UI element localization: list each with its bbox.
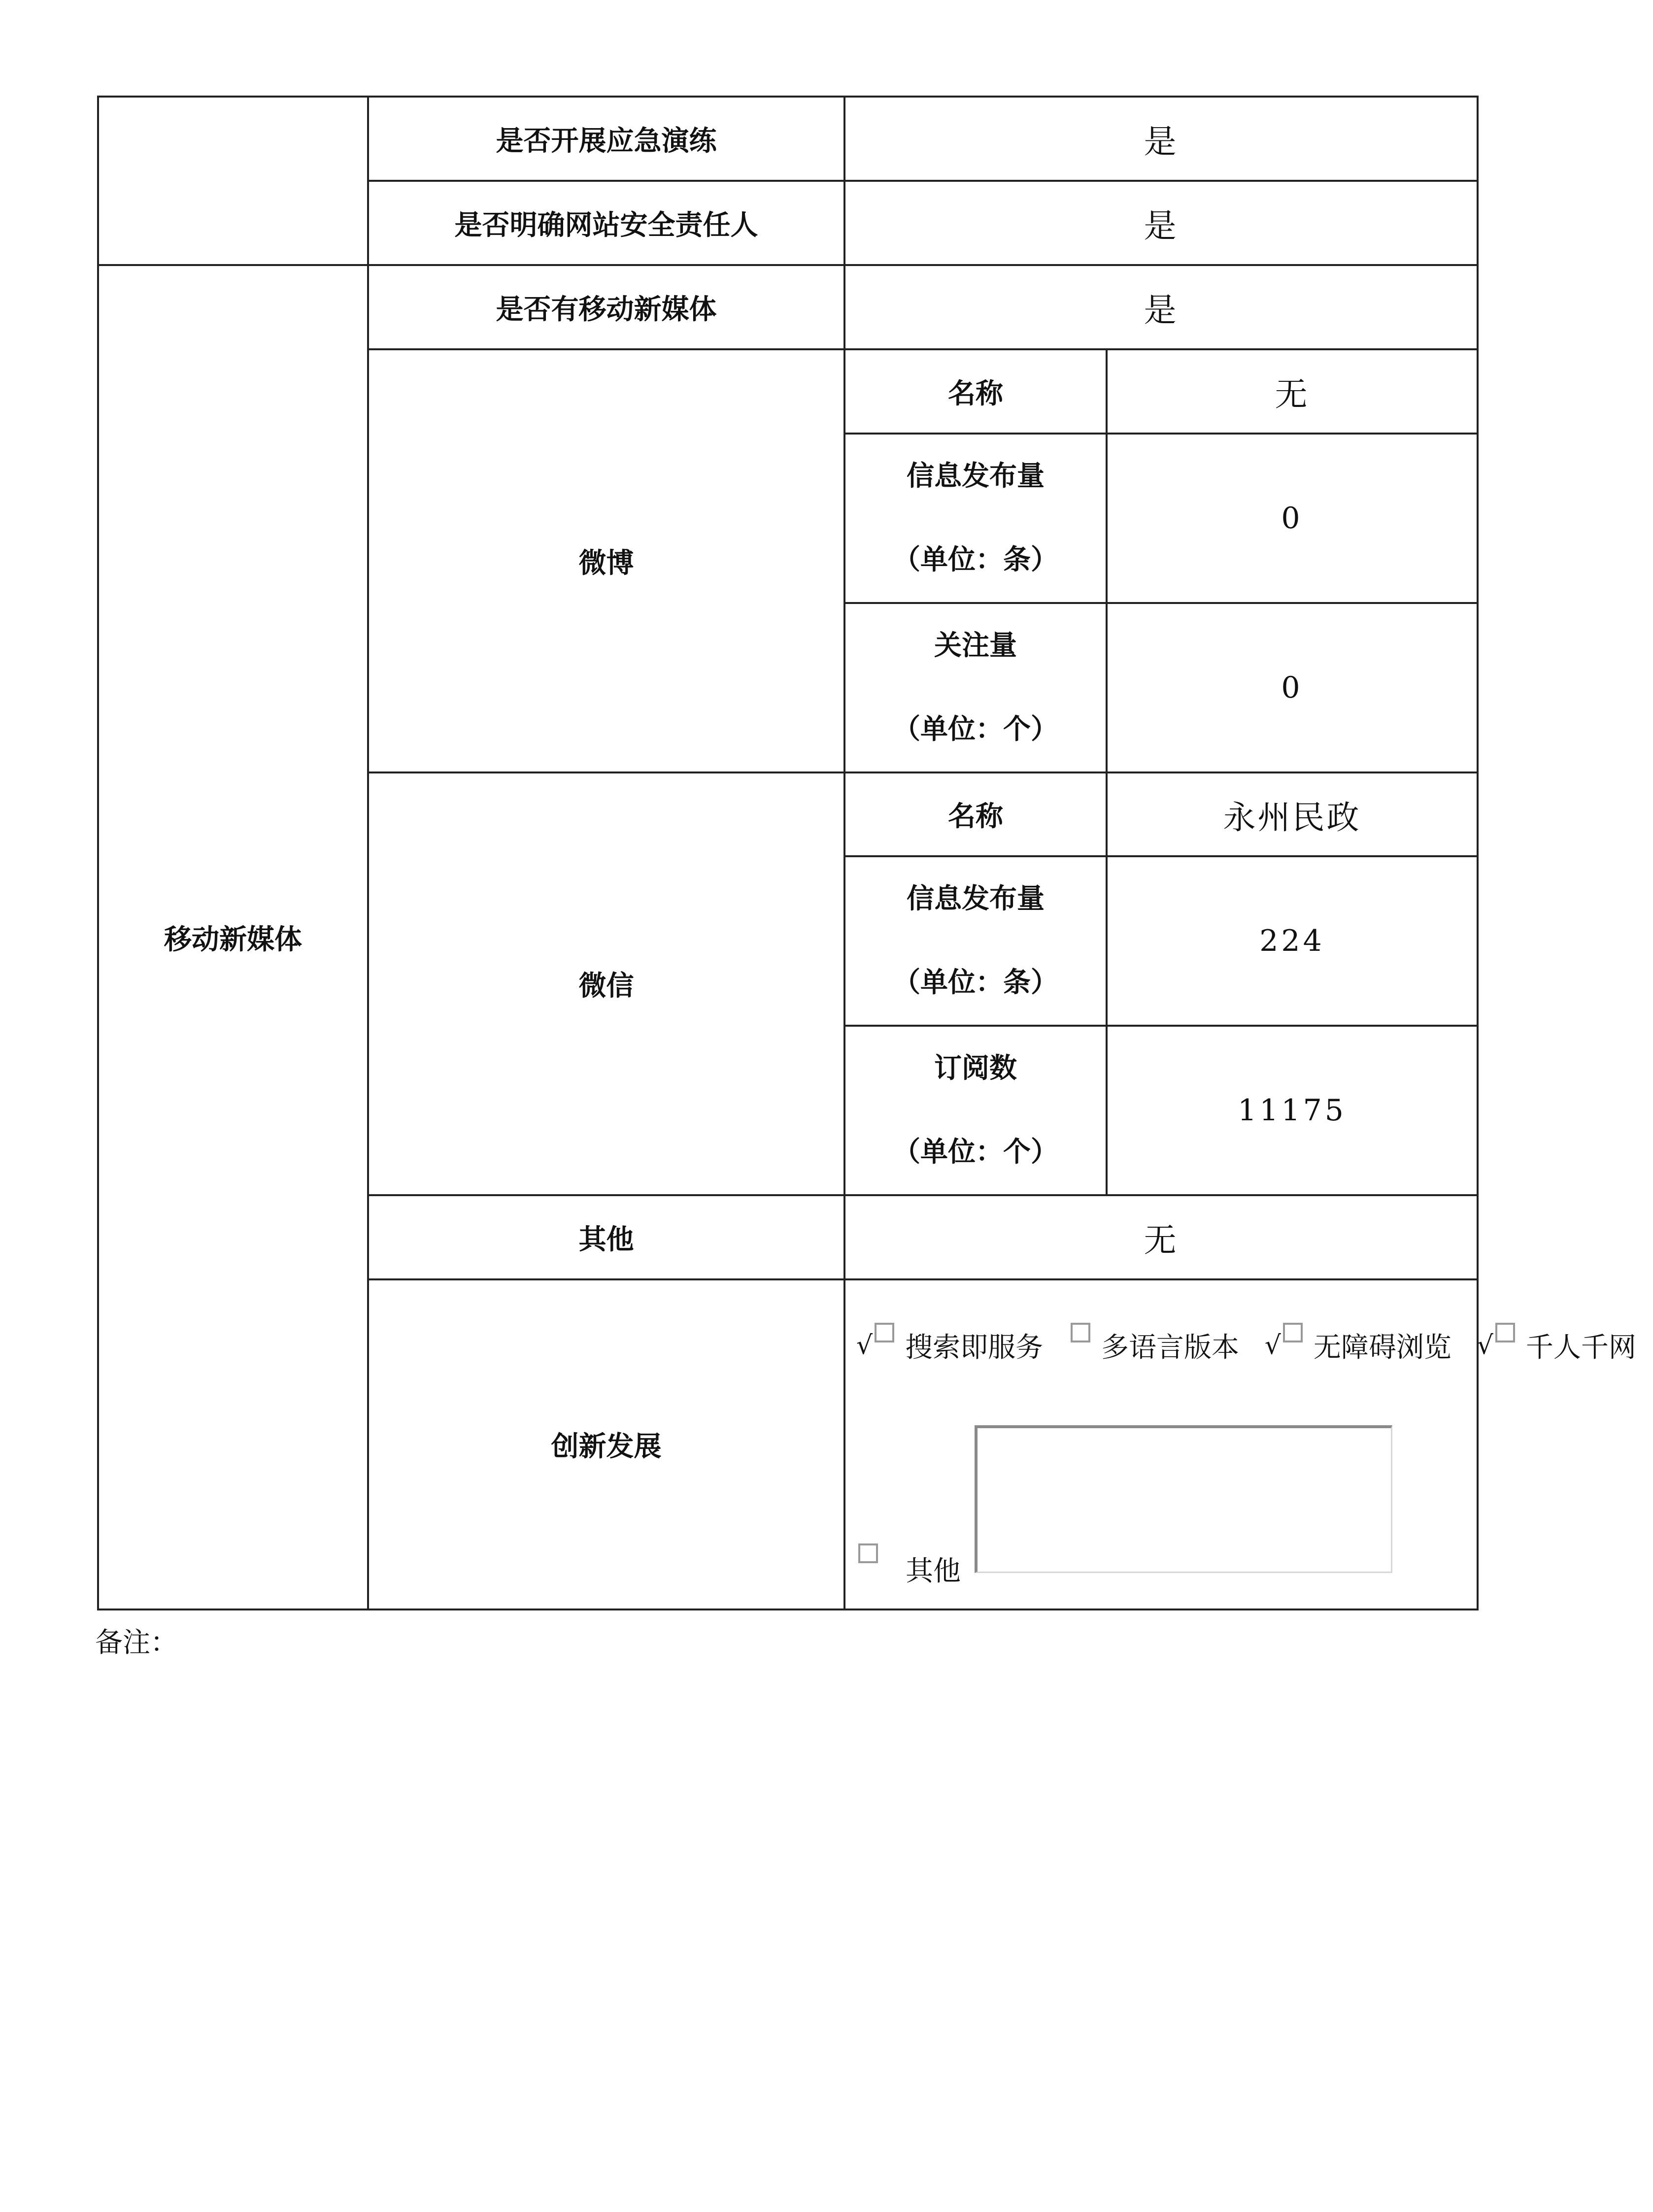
value-emergency-drill: 是 [844, 97, 1478, 181]
value-wechat-posts: 224 [1107, 856, 1478, 1026]
label-weibo-followers [844, 603, 1107, 772]
checkbox-accessibility[interactable] [1283, 1323, 1303, 1342]
option-label-personalized: 千人千网 [1525, 1332, 1636, 1364]
label-other-media: 其他 [368, 1195, 844, 1279]
label-wechat-subscribers [844, 1026, 1107, 1195]
value-other-media: 无 [844, 1195, 1478, 1279]
label-wechat: 微信 [368, 772, 844, 1195]
label-wechat-subscribers-line2: （单位：个） [893, 1136, 1058, 1168]
label-has-mobile-media: 是否有移动新媒体 [368, 265, 844, 349]
report-table [97, 96, 1636, 1610]
label-weibo-name: 名称 [844, 349, 1107, 434]
value-weibo-followers: 0 [1107, 603, 1478, 772]
value-weibo-name: 无 [1107, 349, 1478, 434]
section-cell-blank [98, 97, 368, 265]
option-mark: √ [856, 1331, 873, 1360]
innovation-options [856, 1326, 1653, 1365]
value-wechat-name: 永州民政 [1107, 772, 1478, 856]
checkbox-personalized[interactable] [1495, 1323, 1515, 1342]
option-mark: √ [1264, 1331, 1281, 1360]
other-textarea[interactable] [975, 1425, 1392, 1573]
label-weibo-posts-line1: 信息发布量 [907, 460, 1045, 492]
label-emergency-drill: 是否开展应急演练 [368, 97, 844, 181]
label-weibo-followers-line2: （单位：个） [893, 713, 1058, 745]
label-wechat-posts [844, 856, 1107, 1026]
remark-label: 备注： [95, 1627, 178, 1659]
option-label-search-service: 搜索即服务 [905, 1332, 1044, 1364]
checkbox-other[interactable] [858, 1543, 878, 1563]
label-weibo: 微博 [368, 349, 844, 772]
value-weibo-posts: 0 [1107, 434, 1478, 603]
label-wechat-name: 名称 [844, 772, 1107, 856]
option-label-multilingual: 多语言版本 [1101, 1332, 1239, 1364]
label-wechat-posts-line1: 信息发布量 [907, 883, 1045, 915]
other-label: 其他 [906, 1555, 961, 1587]
label-wechat-posts-line2: （单位：条） [893, 967, 1058, 999]
value-has-mobile-media: 是 [844, 265, 1478, 349]
section-label-mobile-media: 移动新媒体 [98, 265, 368, 1609]
label-wechat-subscribers-line1: 订阅数 [934, 1052, 1017, 1084]
value-wechat-subscribers: 11175 [1107, 1026, 1478, 1195]
label-security-person: 是否明确网站安全责任人 [368, 181, 844, 265]
innovation-options-cell [844, 1279, 1636, 1609]
section-label-innovation: 创新发展 [368, 1279, 844, 1609]
option-mark: √ [1477, 1331, 1493, 1360]
label-weibo-posts [844, 434, 1107, 603]
value-security-person: 是 [844, 181, 1478, 265]
checkbox-multilingual[interactable] [1071, 1323, 1090, 1342]
label-weibo-posts-line2: （单位：条） [893, 544, 1058, 576]
checkbox-search-service[interactable] [875, 1323, 894, 1342]
row-has-mobile-media [98, 265, 1478, 349]
label-weibo-followers-line1: 关注量 [934, 630, 1017, 662]
row-emergency-drill [98, 97, 1478, 181]
option-label-accessibility: 无障碍浏览 [1313, 1332, 1451, 1364]
